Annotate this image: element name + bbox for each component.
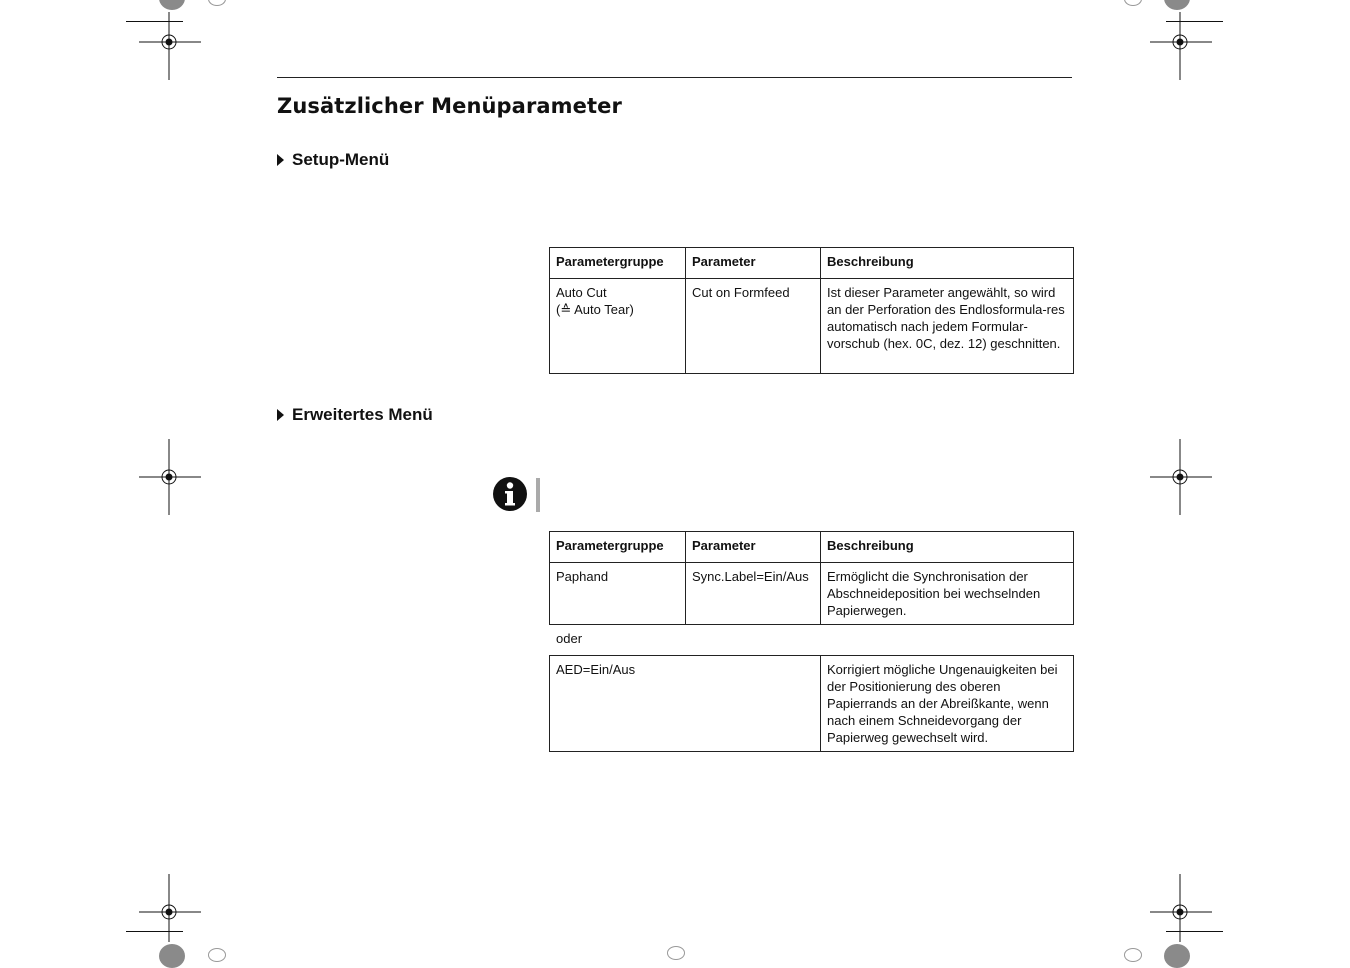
setup-parameter-table (549, 247, 1074, 374)
color-bar-icon (1164, 944, 1190, 968)
registration-mark-icon (667, 946, 685, 960)
cell-group (550, 279, 686, 374)
column-header-description: Beschreibung (821, 248, 1074, 279)
cell-description: Ist dieser Parameter angewählt, so wird an der Perforation des Endlosformula-res automatisch nach jedem Formular-vorschub (hex. 0C, dez. 12) geschnitten. (821, 279, 1074, 374)
section-heading-label: Setup-Menü (292, 150, 390, 169)
page-title: Zusätzlicher Menüparameter (277, 94, 622, 118)
registration-mark-icon (208, 948, 226, 962)
cell-parameter: Cut on Formfeed (686, 279, 821, 374)
table-header-row (550, 532, 1074, 563)
cell-group-line: Auto Cut (556, 285, 607, 300)
registration-mark-icon (1150, 12, 1212, 80)
registration-mark-icon (1124, 948, 1142, 962)
header-rule (277, 77, 1072, 78)
cell-parameter: AED=Ein/Aus (550, 656, 821, 752)
table-header-row (550, 248, 1074, 279)
cell-parameter: Sync.Label=Ein/Aus (686, 563, 821, 625)
table-row (550, 656, 1074, 752)
cell-group-line: (≙ Auto Tear) (556, 302, 634, 317)
extended-parameter-table (549, 531, 1074, 625)
cell-group: Paphand (550, 563, 686, 625)
table-row (550, 279, 1074, 374)
registration-mark-icon (1150, 439, 1212, 515)
triangle-right-icon (277, 409, 284, 421)
trim-line (126, 21, 183, 22)
color-bar-icon (159, 944, 185, 968)
section-heading-extended (277, 405, 433, 425)
info-icon (492, 476, 528, 512)
registration-mark-icon (139, 439, 201, 515)
color-bar-icon (1164, 0, 1190, 10)
margin-bar (536, 478, 540, 512)
registration-mark-icon (208, 0, 226, 6)
cell-description: Korrigiert mögliche Ungenauigkeiten bei der Positionierung des oberen Papierrands an der Abreißkante, wenn nach einem Schneidevorgang der Papierweg gewechselt wird. (821, 656, 1074, 752)
trim-line (1166, 931, 1223, 932)
aed-parameter-table (549, 655, 1074, 752)
section-heading-setup (277, 150, 389, 170)
column-header-parameter: Parameter (686, 532, 821, 563)
color-bar-icon (159, 0, 185, 10)
registration-mark-icon (1124, 0, 1142, 6)
column-header-group: Parametergruppe (550, 248, 686, 279)
triangle-right-icon (277, 154, 284, 166)
table-row (550, 563, 1074, 625)
trim-line (1166, 21, 1223, 22)
column-header-group: Parametergruppe (550, 532, 686, 563)
column-header-parameter: Parameter (686, 248, 821, 279)
trim-line (126, 931, 183, 932)
connector-text: oder (556, 631, 583, 646)
cell-description: Ermöglicht die Synchronisation der Abschneideposition bei wechselnden Papierwegen. (821, 563, 1074, 625)
column-header-description: Beschreibung (821, 532, 1074, 563)
section-heading-label: Erweitertes Menü (292, 405, 433, 424)
registration-mark-icon (139, 12, 201, 80)
